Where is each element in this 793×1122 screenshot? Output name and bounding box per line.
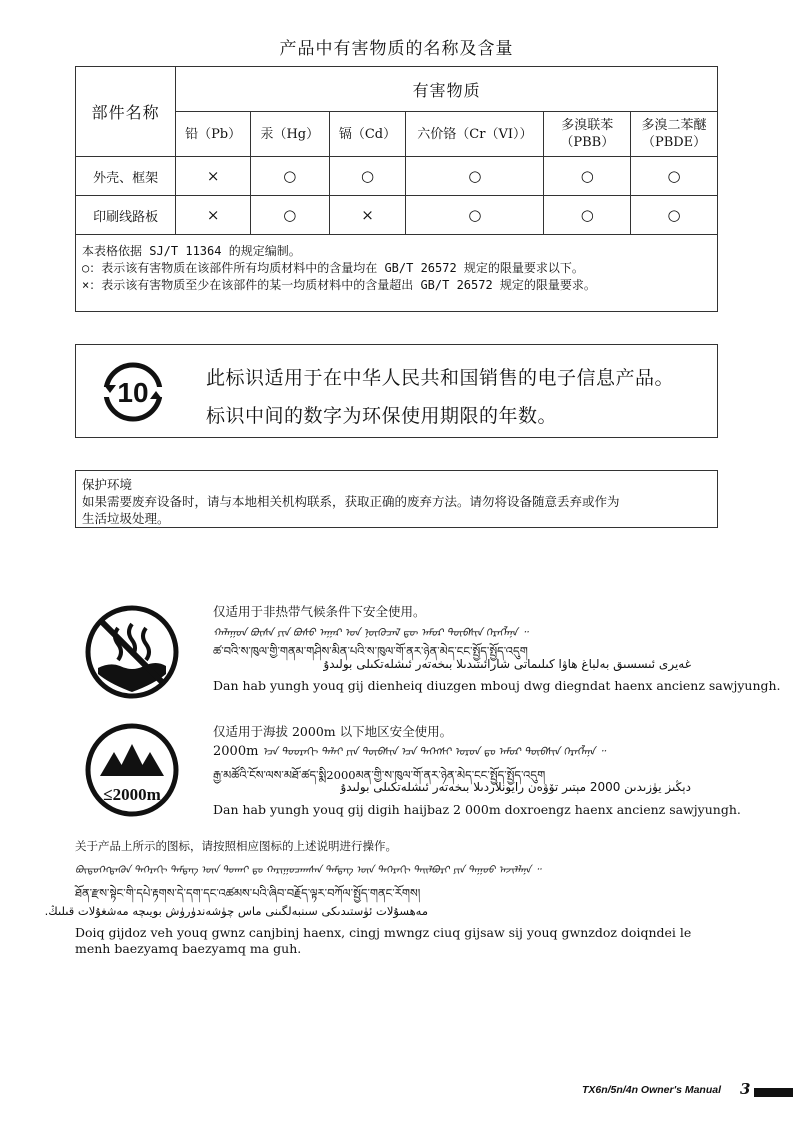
table-cell-mark: ○	[544, 196, 631, 235]
general-tibetan: ཐོན་རྫས་སྟེང་གི་དཔེ་རྟགས་དེ་དག་དང་འཚམས་པའི་ཞིབ་བརྗོད་ལྟར་བཀོལ་སྤྱོད་གནང་རོགས།	[75, 886, 421, 900]
table-cell-mark: ×	[176, 196, 251, 235]
general-mongolian: ᠪᠦᠲᠦᠭᠡᠭᠳᠡᠬᠦᠨ ᠳᠡᠭᠡᠷᠡᠬᠢ ᠲᠡᠮᠳᠡᠭ ᠦᠨ ᠲᠤᠬᠠᠢ ᠳᠤ ᠬᠠᠷᠢᠭᠤᠴᠠᠭᠰᠠᠨ ᠲᠡᠮᠳᠡᠭ ᠦᠨ ᠳᠡᠭᠡᠷᠡᠬᠢ ᠲᠠᠢᠯᠪᠤᠷᠢ ᠶᠢᠨ ᠳᠠᠭᠤᠤ ᠠᠵᠢᠯᠯᠠᠨᠠ ᠃	[75, 865, 541, 876]
table-row	[76, 196, 718, 235]
efup-number: 10	[117, 377, 149, 408]
column-header-pbb: 多溴联苯 （PBB）	[544, 112, 631, 157]
table-cell-mark: ○	[250, 196, 329, 235]
table-cell-mark: ×	[176, 157, 251, 196]
table-cell-mark: ○	[250, 157, 329, 196]
table-note: 本表格依据 SJ/T 11364 的规定编制。	[82, 244, 301, 258]
efup-notice-box	[75, 344, 718, 438]
altitude-tibetan: རྒྱ་མཚོའི་ངོས་ལས་མཐོ་ཚད་སྨི2000མན་གྱི་ས་ཁུལ་གོ་ནར་ཉེན་མེད་ངང་སྤྱོད་སྤྱོད་འདུག	[213, 768, 546, 782]
table-notes	[76, 235, 718, 312]
table-cell-mark: ×	[329, 196, 406, 235]
table-row	[76, 157, 718, 196]
efup-10-year-icon	[102, 361, 164, 423]
table-cell-mark: ○	[406, 196, 544, 235]
manual-title: TX6n/5n/4n Owner's Manual	[581, 1084, 721, 1096]
altitude-mongolian: ᠡᠴᠡ ᠳᠣᠣᠷᠠᠬᠢ ᠳᠠᠯᠠᠢ ᠶᠢᠨ ᠲᠦᠪᠰᠢᠨ ᠡᠴᠡ ᠳᠡᠭᠡᠭᠰᠢ ᠣᠷᠣᠨ ᠳᠤ ᠠᠮᠤᠷ ᠲᠦᠪᠰᠢᠨ ᠬᠡᠷᠡᠭᠯᠡᠨᠡ ᠃	[262, 746, 606, 758]
environment-heading: 保护环境	[82, 477, 133, 492]
column-header-cd: 镉（Cd）	[329, 112, 406, 157]
altitude-zh: 仅适用于海拔 2000m 以下地区安全使用。	[213, 724, 453, 739]
altitude-zhuang: Dan hab yungh youq gij digih haijbaz 2 000m doxroengz haenx ancienz sawjyungh.	[213, 802, 741, 817]
general-uyghur: مەھسۇلات ئۈستىدىكى سىنبەلگىنى ماس چۈشەندۈرۈش بويىچە مەشغۇلات قىلىڭ.	[44, 904, 428, 918]
climate-mongolian: ᠬᠠᠯᠠᠭᠤᠨ ᠪᠦᠰᠡ ᠶᠢᠨ ᠪᠤᠰᠤ ᠠᠭᠠᠷ ᠤᠨ ᠨᠥᠬᠦᠴᠡᠯ ᠳᠦ ᠠᠮᠤᠷ ᠲᠦᠪᠰᠢᠨ ᠬᠡᠷᠡᠭᠯᠡᠨᠡ ᠃	[213, 627, 528, 639]
climate-tibetan: ཚ་བའི་ས་ཁུལ་གྱི་གནམ་གཤིས་མིན་པའི་ས་ཁུལ་གོ་ནར་ཉེན་མེད་ངང་སྤྱོད་སྤྱོད་འདུག	[213, 644, 528, 658]
column-header-cr6: 六价铬（Cr（VI））	[406, 112, 544, 157]
altitude-icon-label: ≤2000m	[103, 785, 161, 804]
footer-bar	[754, 1088, 793, 1097]
altitude-2000m-icon	[84, 722, 180, 818]
part-name-cell: 外壳、框架	[76, 157, 176, 196]
part-name-cell: 印刷线路板	[76, 196, 176, 235]
altitude-uyghur: دېڭىز يۈزىدىن 2000 مېتىر تۆۋەن رايونلاردىلا بىخەتەر ئىشلەتكىلى بولىدۇ	[340, 780, 691, 794]
altitude-mongolian-prefix: 2000m	[213, 744, 259, 759]
general-zhuang: Doiq gijdoz veh youq gwnz canjbinj haenx, cingj mwngz ciuq gijsaw sij youq gwnzdoz doiqndei le menh baezyamq baezyamq ma guh.	[75, 925, 692, 956]
column-header-pbde: 多溴二苯醚 （PBDE）	[631, 112, 718, 157]
hazardous-substance-table	[75, 66, 718, 312]
climate-zhuang: Dan hab yungh youq gij dienheiq diuzgen mbouj dwg diegndat haenx ancienz sawjyungh.	[213, 678, 781, 693]
column-header-hg: 汞（Hg）	[250, 112, 329, 157]
table-cell-mark: ○	[631, 157, 718, 196]
table-note: ×：表示该有害物质至少在该部件的某一均质材料中的含量超出 GB/T 26572 规定的限量要求。	[82, 278, 596, 292]
non-tropical-climate-icon	[84, 604, 180, 700]
column-header-pb: 铅（Pb）	[176, 112, 251, 157]
page-title: 产品中有害物质的名称及含量	[279, 39, 514, 59]
table-note: ○：表示该有害物质在该部件所有均质材料中的含量均在 GB/T 26572 规定的限量要求以下。	[82, 261, 584, 275]
table-cell-mark: ○	[631, 196, 718, 235]
table-cell-mark: ○	[544, 157, 631, 196]
climate-zh: 仅适用于非热带气候条件下安全使用。	[213, 604, 426, 619]
table-cell-mark: ○	[406, 157, 544, 196]
environment-line-1: 如果需要废弃设备时，请与本地相关机构联系，获取正确的废弃方法。请勿将设备随意丢弃或作为	[82, 494, 620, 509]
general-zh: 关于产品上所示的图标，请按照相应图标的上述说明进行操作。	[75, 839, 397, 853]
environment-notice-box	[75, 470, 718, 528]
efup-line-2: 标识中间的数字为环保使用期限的年数。	[206, 405, 558, 427]
page-number: 3	[740, 1080, 751, 1098]
table-cell-mark: ○	[329, 157, 406, 196]
part-name-header: 部件名称	[76, 67, 176, 157]
efup-line-1: 此标识适用于在中华人民共和国销售的电子信息产品。	[206, 367, 675, 389]
environment-line-2: 生活垃圾处理。	[82, 511, 170, 526]
climate-uyghur: غەيرى ئىسسىق بەلباغ ھاۋا كىلىماتى شارائىتىدىلا بىخەتەر ئىشلەتكىلى بولىدۇ	[323, 657, 691, 671]
hazardous-substance-header: 有害物质	[176, 67, 718, 112]
